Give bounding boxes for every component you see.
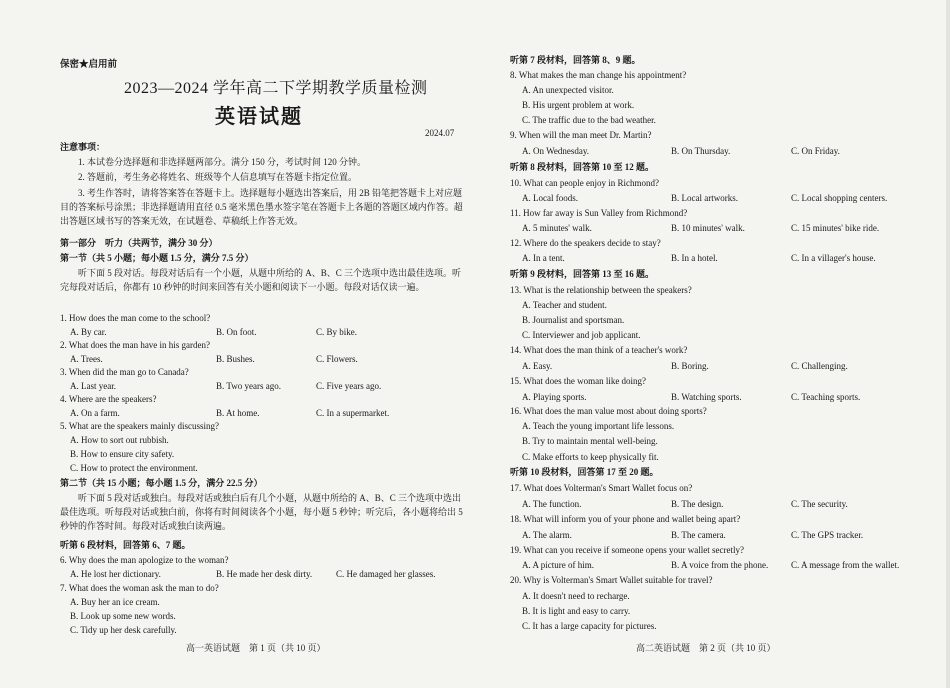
q11-option-c: C. 15 minutes' bike ride.	[791, 223, 880, 233]
q4-option-b: B. At home.	[216, 408, 260, 418]
q4-option-c: C. In a supermarket.	[316, 408, 390, 418]
q7-option-a: A. Buy her an ice cream.	[70, 597, 160, 607]
q16-option-c: C. Make efforts to keep physically fit.	[522, 452, 659, 462]
part1-heading: 第一部分 听力（共两节，满分 30 分）	[60, 238, 218, 248]
question-6: 6. Why does the man apologize to the woman?	[60, 555, 229, 565]
q17-option-b: B. The design.	[671, 499, 724, 509]
q18-option-b: B. The camera.	[671, 530, 726, 540]
q14-option-c: C. Challenging.	[791, 361, 848, 371]
section2-heading: 第二节（共 15 小题；每小题 1.5 分，满分 22.5 分）	[60, 478, 263, 488]
subject-title: 英语试题	[215, 106, 303, 128]
question-3: 3. When did the man go to Canada?	[60, 367, 189, 377]
q16-option-b: B. Try to maintain mental well-being.	[522, 436, 658, 446]
q12-option-a: A. In a tent.	[522, 253, 565, 263]
q14-option-a: A. Easy.	[522, 361, 553, 371]
section2-instructions: 听下面 5 段对话或独白。每段对话或独白后有几个小题，从题中所给的 A、B、C 三个选项中选出最佳选项。听每段对话或独白前，你将有时间阅读各个小题，每小题 5 秒钟；听完后，各小题将给出 5 秒钟的作答时间。每段对话或独白读两遍。	[60, 493, 463, 531]
q13-option-a: A. Teacher and student.	[522, 300, 607, 310]
material-10-heading: 听第 10 段材料，回答第 17 至 20 题。	[510, 467, 659, 477]
q7-option-b: B. Look up some new words.	[70, 611, 176, 621]
q10-option-a: A. Local foods.	[522, 193, 578, 203]
notes-heading: 注意事项：	[60, 142, 106, 152]
q6-option-a: A. He lost her dictionary.	[70, 569, 161, 579]
q16-option-a: A. Teach the young important life lessons.	[522, 421, 675, 431]
q3-option-c: C. Five years ago.	[316, 381, 382, 391]
q15-option-c: C. Teaching sports.	[791, 392, 861, 402]
note-2: 2. 答题前，考生务必将姓名、班级等个人信息填写在答题卡指定位置。	[78, 172, 358, 182]
q12-option-b: B. In a hotel.	[671, 253, 718, 263]
question-13: 13. What is the relationship between the speakers?	[510, 285, 692, 295]
note-1: 1. 本试卷分选择题和非选择题两部分。满分 150 分，考试时间 120 分钟。	[78, 157, 367, 167]
question-5: 5. What are the speakers mainly discussing?	[60, 421, 220, 431]
q10-option-c: C. Local shopping centers.	[791, 193, 888, 203]
q13-option-b: B. Journalist and sportsman.	[522, 315, 625, 325]
q7-option-c: C. Tidy up her desk carefully.	[70, 625, 177, 635]
q8-option-a: A. An unexpected visitor.	[522, 85, 614, 95]
question-17: 17. What does Volterman's Smart Wallet focus on?	[510, 483, 693, 493]
q11-option-a: A. 5 minutes' walk.	[522, 223, 592, 233]
q1-option-c: C. By bike.	[316, 327, 358, 337]
q19-option-c: C. A message from the wallet.	[791, 560, 900, 570]
question-9: 9. When will the man meet Dr. Martin?	[510, 130, 652, 140]
question-8: 8. What makes the man change his appointment?	[510, 70, 687, 80]
q3-option-a: A. Last year.	[70, 381, 116, 391]
material-6-heading: 听第 6 段材料，回答第 6、7 题。	[60, 540, 191, 550]
question-18: 18. What will inform you of your phone and wallet being apart?	[510, 514, 741, 524]
section1-heading: 第一节（共 5 小题；每小题 1.5 分，满分 7.5 分）	[60, 253, 254, 263]
q10-option-b: B. Local artworks.	[671, 193, 738, 203]
q18-option-a: A. The alarm.	[522, 530, 572, 540]
q15-option-a: A. Playing sports.	[522, 392, 587, 402]
q6-option-b: B. He made her desk dirty.	[216, 569, 313, 579]
q11-option-b: B. 10 minutes' walk.	[671, 223, 745, 233]
question-2: 2. What does the man have in his garden?	[60, 340, 211, 350]
question-11: 11. How far away is Sun Valley from Richmond?	[510, 208, 688, 218]
material-8-heading: 听第 8 段材料，回答第 10 至 12 题。	[510, 162, 655, 172]
question-1: 1. How does the man come to the school?	[60, 313, 211, 323]
q3-option-b: B. Two years ago.	[216, 381, 281, 391]
q13-option-c: C. Interviewer and job applicant.	[522, 330, 641, 340]
q19-option-a: A. A picture of him.	[522, 560, 594, 570]
question-20: 20. Why is Volterman's Smart Wallet suitable for travel?	[510, 575, 713, 585]
question-14: 14. What does the man think of a teacher's work?	[510, 345, 688, 355]
question-16: 16. What does the man value most about doing sports?	[510, 406, 707, 416]
q6-option-c: C. He damaged her glasses.	[336, 569, 436, 579]
exam-date: 2024.07	[425, 128, 455, 138]
q9-option-c: C. On Friday.	[791, 146, 840, 156]
q8-option-c: C. The traffic due to the bad weather.	[522, 115, 656, 125]
q15-option-b: B. Watching sports.	[671, 392, 742, 402]
question-12: 12. Where do the speakers decide to stay?	[510, 238, 661, 248]
q9-option-b: B. On Thursday.	[671, 146, 731, 156]
question-4: 4. Where are the speakers?	[60, 394, 157, 404]
q5-option-c: C. How to protect the environment.	[70, 463, 198, 473]
q18-option-c: C. The GPS tracker.	[791, 530, 864, 540]
q9-option-a: A. On Wednesday.	[522, 146, 590, 156]
q1-option-b: B. On foot.	[216, 327, 257, 337]
note-3: 3. 考生作答时，请将答案答在答题卡上。选择题每小题选出答案后，用 2B 铅笔把答题卡上对应题目的答案标号涂黑；非选择题请用直径 0.5 毫米黑色墨水签字笔在答题卡上各题的答题区域内作答。超出答题区域书写的答案无效，在试题卷、草稿纸上作答无效。	[60, 188, 463, 226]
question-19: 19. What can you receive if someone opens your wallet secretly?	[510, 545, 744, 555]
q17-option-a: A. The function.	[522, 499, 582, 509]
material-9-heading: 听第 9 段材料，回答第 13 至 16 题。	[510, 269, 655, 279]
right-page-footer: 高二英语试题 第 2 页（共 10 页）	[636, 643, 776, 653]
q19-option-b: B. A voice from the phone.	[671, 560, 769, 570]
q2-option-c: C. Flowers.	[316, 354, 358, 364]
question-10: 10. What can people enjoy in Richmond?	[510, 178, 660, 188]
q1-option-a: A. By car.	[70, 327, 107, 337]
q8-option-b: B. His urgent problem at work.	[522, 100, 635, 110]
confidential-label: 保密★启用前	[60, 60, 118, 70]
q2-option-b: B. Bushes.	[216, 354, 255, 364]
section1-instructions: 听下面 5 段对话。每段对话后有一个小题，从题中所给的 A、B、C 三个选项中选出最佳选项。听完每段对话后，你都有 10 秒钟的时间来回答有关小题和阅读下一小题。每段对话仅读一遍。	[60, 268, 462, 292]
exam-title: 2023—2024 学年高二下学期教学质量检测	[124, 80, 428, 97]
question-7: 7. What does the woman ask the man to do?	[60, 583, 219, 593]
q5-option-a: A. How to sort out rubbish.	[70, 435, 169, 445]
q20-option-b: B. It is light and easy to carry.	[522, 606, 631, 616]
q14-option-b: B. Boring.	[671, 361, 709, 371]
q12-option-c: C. In a villager's house.	[791, 253, 876, 263]
q20-option-c: C. It has a large capacity for pictures.	[522, 621, 657, 631]
left-page-footer: 高一英语试题 第 1 页（共 10 页）	[186, 643, 326, 653]
page-edge	[946, 0, 950, 688]
q17-option-c: C. The security.	[791, 499, 848, 509]
material-7-heading: 听第 7 段材料，回答第 8、9 题。	[510, 55, 641, 65]
q5-option-b: B. How to ensure city safety.	[70, 449, 175, 459]
q2-option-a: A. Trees.	[70, 354, 103, 364]
question-15: 15. What does the woman like doing?	[510, 376, 647, 386]
q20-option-a: A. It doesn't need to recharge.	[522, 591, 630, 601]
q4-option-a: A. On a farm.	[70, 408, 120, 418]
